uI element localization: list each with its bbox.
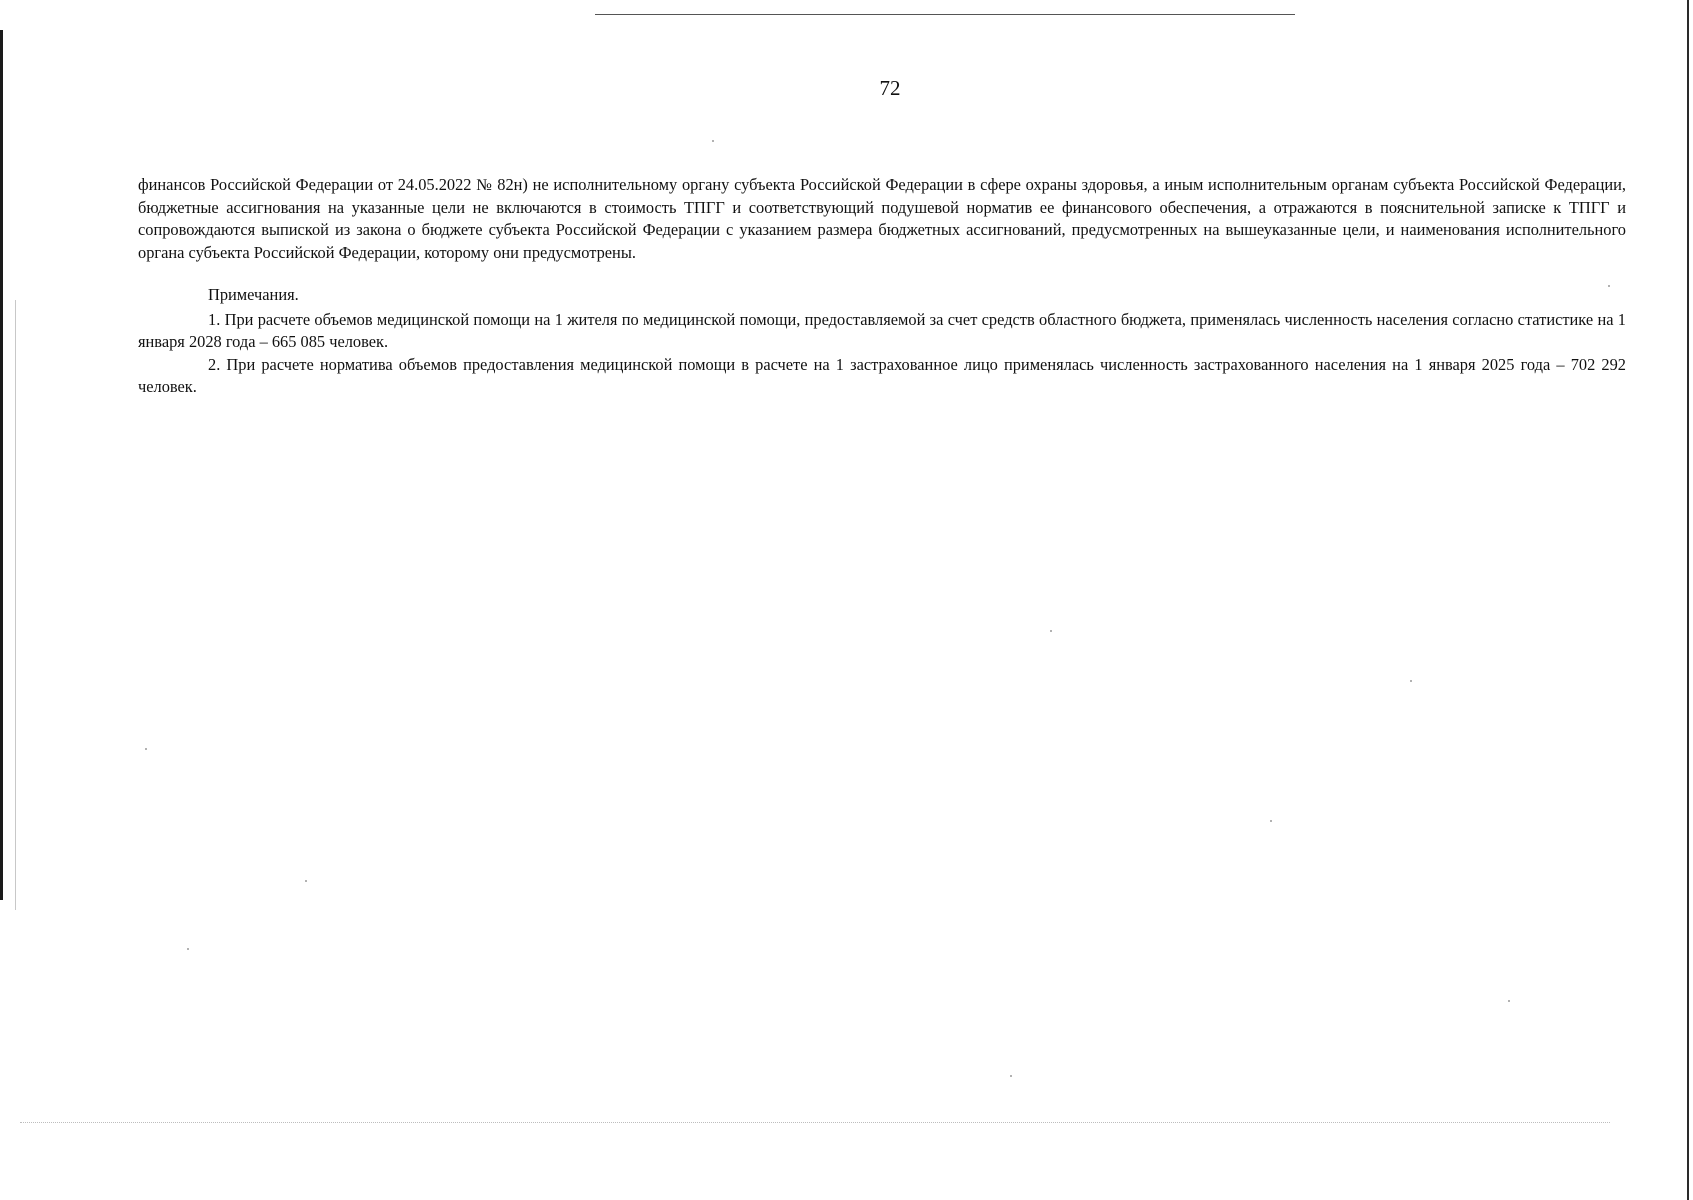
note-item-2: 2. При расчете норматива объемов предоставления медицинской помощи в расчете на 1 застрахованное лицо применялась численность застрахованного населения на 1 января 2025 года – 702 292 человек. <box>138 354 1626 396</box>
scan-speck <box>1010 1075 1012 1077</box>
scan-speck <box>1608 285 1610 287</box>
page-number: 72 <box>879 76 901 100</box>
scan-bottom-dots <box>20 1122 1610 1123</box>
scan-speck <box>1270 820 1272 822</box>
scan-top-line <box>595 14 1295 15</box>
scan-speck <box>1050 630 1052 632</box>
scan-speck <box>145 748 147 750</box>
scan-speck <box>187 948 189 950</box>
scan-speck <box>1410 680 1412 682</box>
body-text <box>138 174 1626 264</box>
notes-heading: Примечания. <box>208 285 299 304</box>
note-item-1: 1. При расчете объемов медицинской помощи на 1 жителя по медицинской помощи, предоставляемой за счет средств областного бюджета, применялась численность населения согласно статистике на 1 января 2028 года – 665 085 человек. <box>138 309 1626 351</box>
scan-edge-right <box>1687 0 1689 1200</box>
scan-edge-left <box>0 30 3 900</box>
scan-speck <box>305 880 307 882</box>
body-paragraph: финансов Российской Федерации от 24.05.2022 № 82н) не исполнительному органу субъекта Российской Федерации в сфере охраны здоровья, а иным исполнительным органам субъекта Российской Федерации, бюджетные ассигнования на указанные цели не включаются в стоимость ТПГГ и соответствующий подушевой норматив ее финансового обеспечения, а отражаются в пояснительной записке к ТПГГ и сопровождаются выпиской из закона о бюджете субъекта Российской Федерации с указанием размера бюджетных ассигнований, предусмотренных на вышеуказанные цели, и наименования исполнительного органа субъекта Российской Федерации, которому они предусмотрены. <box>138 175 1626 262</box>
scan-edge-left-thin <box>15 300 16 910</box>
scan-speck <box>712 140 714 142</box>
notes-section <box>138 284 1626 399</box>
scan-speck <box>1508 1000 1510 1002</box>
